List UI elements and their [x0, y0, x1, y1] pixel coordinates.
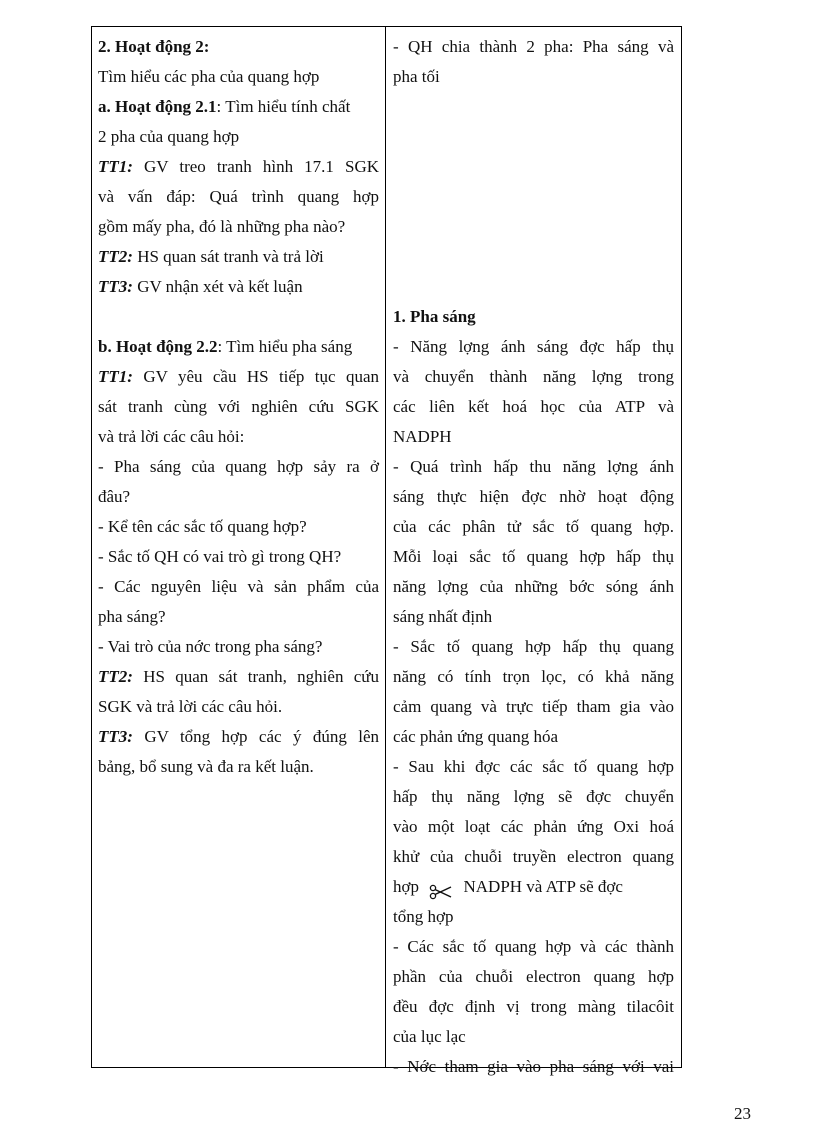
- text-line: và trả lời các câu hỏi:: [98, 427, 245, 446]
- question-line: - Vai trò của nớc trong pha sáng?: [98, 637, 323, 656]
- tt2-line: [98, 242, 379, 272]
- tt3-label: TT3:: [98, 277, 133, 296]
- text-line: sát tranh cùng với nghiên cứu SGK: [98, 397, 379, 416]
- text-line: của lục lạc: [393, 1027, 466, 1046]
- text-line: NADPH: [393, 427, 452, 446]
- question-line: - Các nguyên liệu và sản phẩm của: [98, 577, 379, 596]
- text-line: - Năng lợng ánh sáng đợc hấp thụ: [393, 337, 674, 356]
- text-line: vào một loạt các phản ứng Oxi hoá: [393, 817, 674, 836]
- question-line: pha sáng?: [98, 607, 166, 626]
- text-line: pha tối: [393, 67, 440, 86]
- tt1-text: GV treo tranh hình 17.1 SGK: [132, 157, 379, 176]
- activity-2-2-text: : Tìm hiểu pha sáng: [217, 337, 353, 356]
- text-line: sáng nhất định: [393, 607, 493, 626]
- question-line: - Pha sáng của quang hợp sảy ra ở: [98, 457, 379, 476]
- tt2-label: TT2:: [98, 667, 133, 686]
- text-line: khử của chuỗi truyền electron quang: [393, 847, 674, 866]
- text-line: cảm quang và trực tiếp tham gia vào: [393, 697, 674, 716]
- page-number: 23: [734, 1104, 751, 1123]
- text-line: sáng thực hiện đợc nhờ hoạt động: [393, 487, 674, 506]
- column-divider: [385, 26, 386, 1068]
- text-line: 2 pha của quang hợp: [98, 127, 240, 146]
- tt3-line: [98, 722, 379, 752]
- tt1-line: [98, 152, 379, 182]
- text-fragment: hợp: [393, 877, 419, 896]
- text-line: và chuyển thành năng lợng trong: [393, 367, 674, 386]
- tt1-label: TT1:: [98, 367, 133, 386]
- activity-2-2-label: b. Hoạt động 2.2: [98, 337, 218, 356]
- text-line: - Các sắc tố quang hợp và các thành: [393, 937, 674, 956]
- tt1-text: GV yêu cầu HS tiếp tục quan: [132, 367, 379, 386]
- text-line: tổng hợp: [393, 907, 454, 926]
- activity-2-title: Tìm hiểu các pha của quang hợp: [98, 67, 320, 86]
- text-line: - Quá trình hấp thu năng lợng ánh: [393, 457, 674, 476]
- scissors-arrow-icon: [429, 880, 453, 896]
- tt2-line: [98, 662, 379, 692]
- text-line: phần của chuỗi electron quang hợp: [393, 967, 674, 986]
- tt3-line: [98, 272, 379, 302]
- activity-2-heading: 2. Hoạt động 2:: [98, 37, 210, 56]
- tt3-label: TT3:: [98, 727, 133, 746]
- tt2-text: HS quan sát tranh, nghiên cứu: [132, 667, 379, 686]
- question-line: - Kể tên các sắc tố quang hợp?: [98, 517, 307, 536]
- text-line: của các phân tử sắc tố quang hợp.: [393, 517, 674, 536]
- text-line-with-symbol: [393, 872, 674, 902]
- text-line: - QH chia thành 2 pha: Pha sáng và: [393, 37, 674, 56]
- activity-2-1-label: a. Hoạt động 2.1: [98, 97, 217, 116]
- question-line: - Sắc tố QH có vai trò gì trong QH?: [98, 547, 342, 566]
- text-fragment: NADPH và ATP sẽ đợc: [463, 877, 623, 896]
- text-line: SGK và trả lời các câu hỏi.: [98, 697, 283, 716]
- tt2-text: HS quan sát tranh và trả lời: [132, 247, 324, 266]
- text-line: hấp thụ năng lợng sẽ đợc chuyển: [393, 787, 674, 806]
- text-line: các phản ứng quang hóa: [393, 727, 558, 746]
- tt3-text: GV tổng hợp các ý đúng lên: [132, 727, 379, 746]
- text-line: và vấn đáp: Quá trình quang hợp: [98, 187, 379, 206]
- text-line: bảng, bổ sung và đa ra kết luận.: [98, 757, 314, 776]
- text-line: năng lợng của những bớc sóng ánh: [393, 577, 674, 596]
- activity-2-2-line: [98, 332, 379, 362]
- text-line: Mỗi loại sắc tố quang hợp hấp thụ: [393, 547, 674, 566]
- text-line: - Sau khi đợc các sắc tố quang hợp: [393, 757, 674, 776]
- text-line: đều đợc định vị trong màng tilacôit: [393, 997, 674, 1016]
- tt2-label: TT2:: [98, 247, 133, 266]
- tt1-line: [98, 362, 379, 392]
- text-line: - Sắc tố quang hợp hấp thụ quang: [393, 637, 674, 656]
- text-line: - Nớc tham gia vào pha sáng với vai: [393, 1057, 674, 1076]
- activity-2-1-line: [98, 92, 379, 122]
- tt1-label: TT1:: [98, 157, 133, 176]
- text-line: các liên kết hoá học của ATP và: [393, 397, 674, 416]
- activity-2-1-text: : Tìm hiểu tính chất: [216, 97, 351, 116]
- text-line: gồm mấy pha, đó là những pha nào?: [98, 217, 346, 236]
- tt3-text: GV nhận xét và kết luận: [132, 277, 303, 296]
- light-phase-heading: 1. Pha sáng: [393, 307, 476, 326]
- question-line: đâu?: [98, 487, 131, 506]
- text-line: năng có tính trọn lọc, có khả năng: [393, 667, 674, 686]
